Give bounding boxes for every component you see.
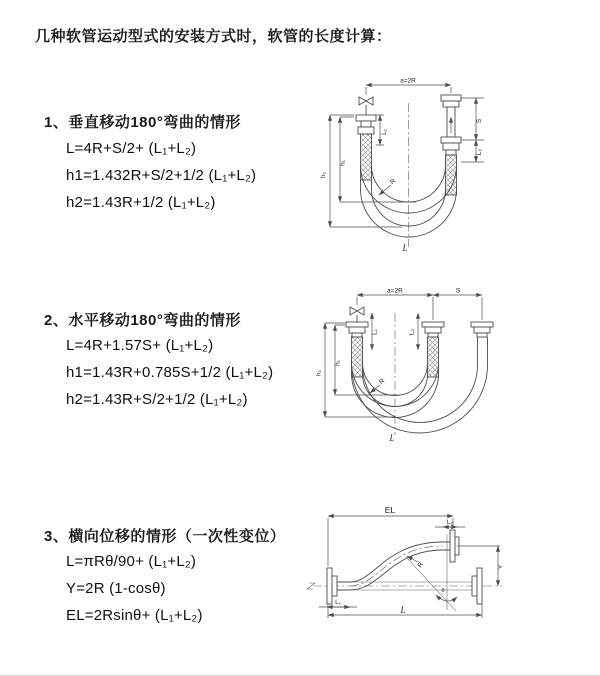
- middle-fitting: [422, 322, 444, 377]
- label-theta: θ: [441, 588, 445, 594]
- dim-h1: [335, 325, 401, 395]
- label-r: R: [416, 561, 425, 570]
- label-s: S: [476, 118, 483, 124]
- label-l-length: L: [400, 605, 406, 615]
- label-l2: L₂: [408, 328, 416, 336]
- section3-formula-L: L=πRθ/90+ (L₁+L₂): [66, 553, 197, 570]
- dim-l1: [372, 313, 379, 350]
- braided-hose-left: [352, 337, 363, 377]
- right-fitting: [471, 322, 493, 337]
- section1-formula-L: L=4R+S/2+ (L₁+L₂): [66, 140, 197, 157]
- label-h2: h₂: [315, 369, 323, 377]
- dim-el: [328, 505, 453, 566]
- section2-formula-h1: h1=1.43R+0.785S+1/2 (L₁+L₂): [66, 364, 274, 381]
- left-fitting: [346, 322, 368, 377]
- diagram-horizontal-180-bend: [300, 285, 520, 448]
- diagram-lateral-displacement: [305, 500, 510, 627]
- section2-formula-L: L=4R+1.57S+ (L₁+L₂): [66, 337, 214, 354]
- right-pipe: [441, 95, 461, 195]
- dim-l: [328, 604, 482, 618]
- dim-l2: [461, 140, 484, 162]
- label-y: Y: [497, 564, 505, 570]
- label-a2r: a=2R: [387, 287, 403, 295]
- radius-leader: [407, 556, 425, 569]
- upper-flange: [443, 530, 459, 562]
- label-el: EL: [384, 505, 396, 515]
- dim-l1: [376, 115, 388, 145]
- dim-l2: [435, 519, 465, 527]
- section1-formula-h1: h1=1.432R+S/2+1/2 (L₁+L₂): [66, 167, 257, 184]
- diagram-vertical-180-bend: [298, 75, 498, 255]
- dim-s: [433, 288, 482, 321]
- label-r: R: [388, 177, 398, 187]
- radius-leader: [379, 177, 397, 195]
- label-l-length: L: [389, 433, 395, 443]
- section3-heading: 3、横向位移的情形（一次性变位）: [44, 528, 286, 545]
- page-title: 几种软管运动型式的安装方式时，软管的长度计算：: [35, 28, 392, 45]
- label-l2: L₂: [476, 148, 483, 156]
- dim-h1: [340, 117, 417, 202]
- braided-hose-right: [446, 155, 457, 195]
- braided-hose-middle: [428, 337, 439, 377]
- section1-formula-h2: h2=1.43R+1/2 (L₁+L₂): [66, 194, 216, 211]
- section3-formula-Y: Y=2R (1-cosθ): [66, 580, 166, 597]
- label-l1: L₁: [381, 129, 388, 135]
- label-h2: h₂: [320, 171, 327, 179]
- braided-hose-left: [361, 134, 372, 180]
- label-l1: L₁: [371, 329, 379, 335]
- hose-s-curve: [350, 542, 443, 590]
- dim-a2r: [366, 78, 451, 96]
- label-l-length: L: [402, 243, 408, 253]
- label-l2: L₂: [446, 519, 454, 526]
- left-fitting: [356, 115, 376, 180]
- section2-formula-h2: h2=1.43R+S/2+1/2 (L₁+L₂): [66, 391, 248, 408]
- section2-heading: 2、水平移动180°弯曲的情形: [44, 312, 241, 329]
- valve-icon: [359, 97, 373, 115]
- angle-theta: [406, 534, 457, 611]
- label-l1: L₁: [335, 599, 341, 606]
- label-r: R: [377, 377, 387, 387]
- dim-s: [461, 98, 484, 140]
- section1-heading: 1、垂直移动180°弯曲的情形: [44, 114, 241, 131]
- label-s: S: [455, 287, 461, 295]
- label-h1: h₁: [339, 160, 347, 166]
- hose-u-curves: [352, 337, 488, 433]
- dim-l1: [319, 599, 357, 607]
- valve-icon: [350, 307, 364, 322]
- dim-l2: [409, 313, 419, 350]
- section3-formula-EL: EL=2Rsinθ+ (L₁+L₂): [66, 607, 203, 624]
- label-a2r: a=2R: [400, 77, 416, 85]
- label-h1: h₁: [334, 360, 342, 366]
